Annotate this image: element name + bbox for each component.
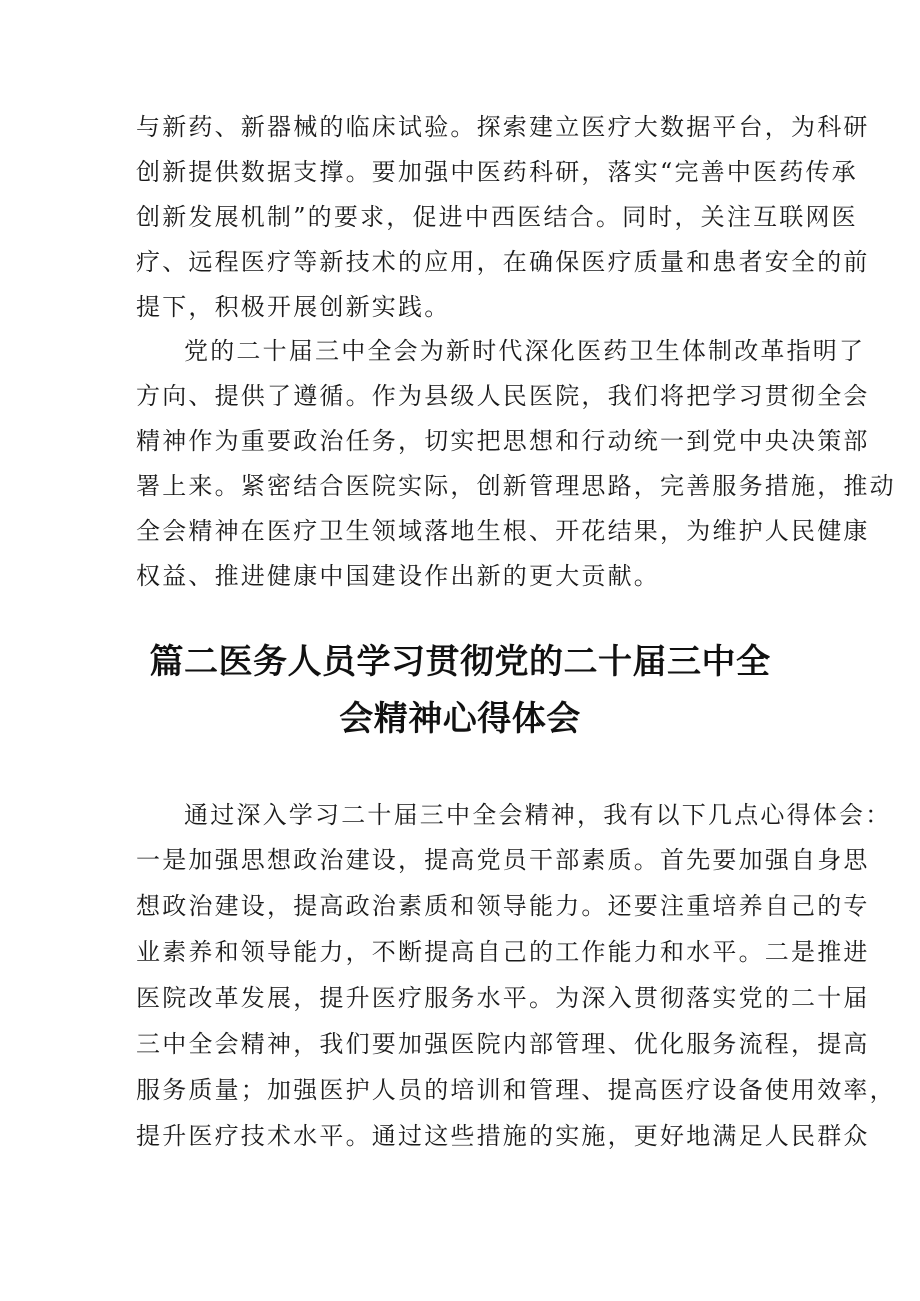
paragraph-2-line-6: 权益、推进健康中国建设作出新的更大贡献。 <box>136 562 660 590</box>
paragraph-3-line-5: 医院改革发展，提升医疗服务水平。为深入贯彻落实党的二十届 <box>136 984 870 1012</box>
section-title-line-2: 会精神心得体会 <box>339 699 581 739</box>
paragraph-1-line-3: 创新发展机制”的要求，促进中西医结合。同时，关注互联网医 <box>136 203 858 231</box>
paragraph-3-line-6: 三中全会精神，我们要加强医院内部管理、优化服务流程，提高 <box>136 1030 870 1058</box>
paragraph-1-line-1: 与新药、新器械的临床试验。探索建立医疗大数据平台，为科研 <box>136 113 870 141</box>
paragraph-2-line-5: 全会精神在医疗卫生领域落地生根、开花结果，为维护人民健康 <box>136 517 870 545</box>
paragraph-3-line-2: 一是加强思想政治建设，提高党员干部素质。首先要加强自身思 <box>136 846 870 874</box>
paragraph-3-line-8: 提升医疗技术水平。通过这些措施的实施，更好地满足人民群众 <box>136 1122 870 1150</box>
paragraph-1-line-2: 创新提供数据支撑。要加强中医药科研，落实“完善中医药传承 <box>136 158 858 186</box>
paragraph-2-line-2: 方向、提供了遵循。作为县级人民医院，我们将把学习贯彻全会 <box>136 382 870 410</box>
paragraph-3-line-1: 通过深入学习二十届三中全会精神，我有以下几点心得体会： <box>184 801 892 829</box>
paragraph-1-line-4: 疗、远程医疗等新技术的应用，在确保医疗质量和患者安全的前 <box>136 248 870 276</box>
paragraph-3-line-4: 业素养和领导能力，不断提高自己的工作能力和水平。二是推进 <box>136 938 870 966</box>
paragraph-3-line-3: 想政治建设，提高政治素质和领导能力。还要注重培养自己的专 <box>136 892 870 920</box>
paragraph-1-line-5: 提下，积极开展创新实践。 <box>136 293 451 321</box>
section-title-line-1: 篇二医务人员学习贯彻党的二十届三中全 <box>149 642 771 682</box>
paragraph-2-line-1: 党的二十届三中全会为新时代深化医药卫生体制改革指明了 <box>184 337 866 365</box>
paragraph-2-line-4: 署上来。紧密结合医院实际，创新管理思路，完善服务措施，推动 <box>136 472 896 500</box>
paragraph-3-line-7: 服务质量；加强医护人员的培训和管理、提高医疗设备使用效率， <box>136 1076 896 1104</box>
paragraph-2-line-3: 精神作为重要政治任务，切实把思想和行动统一到党中央决策部 <box>136 427 870 455</box>
